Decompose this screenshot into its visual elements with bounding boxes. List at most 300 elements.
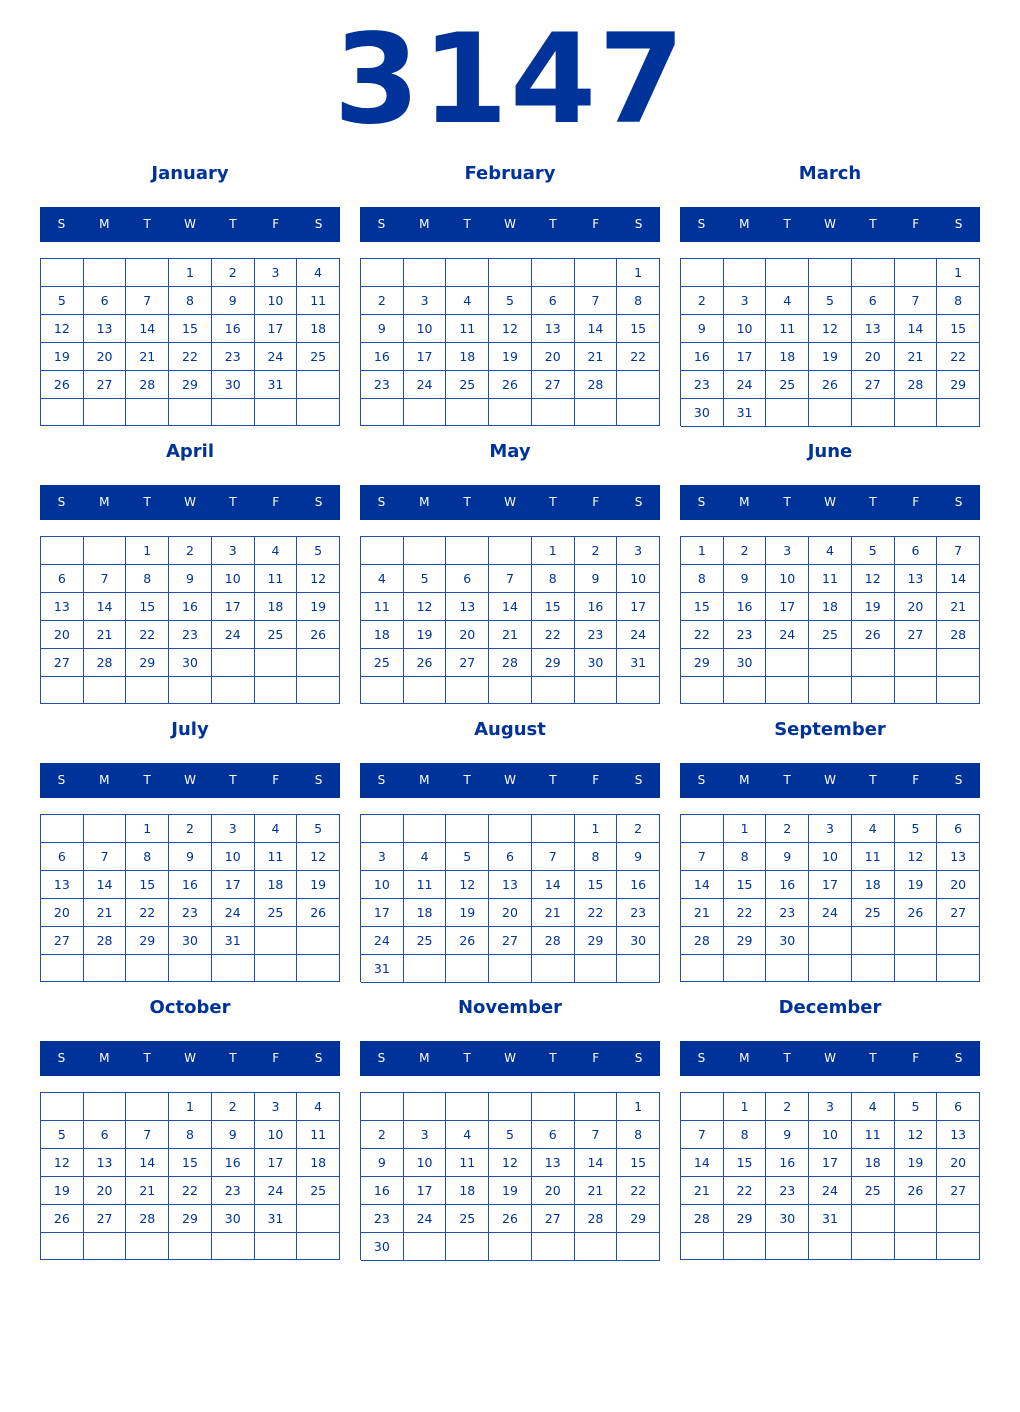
day-cell: 4 bbox=[766, 287, 809, 315]
day-cell: 27 bbox=[84, 1205, 127, 1233]
weekday-label: M bbox=[419, 495, 430, 509]
day-cell: 26 bbox=[852, 621, 895, 649]
weekday-label: W bbox=[184, 773, 196, 787]
day-cell: 29 bbox=[724, 1205, 767, 1233]
empty-cell bbox=[489, 537, 532, 565]
day-cell: 14 bbox=[84, 871, 127, 899]
weekday-label: S bbox=[57, 1051, 66, 1065]
day-cell: 21 bbox=[575, 1177, 618, 1205]
empty-cell bbox=[809, 399, 852, 427]
empty-cell bbox=[895, 677, 938, 704]
month-august bbox=[360, 706, 660, 984]
day-cell: 22 bbox=[575, 899, 618, 927]
weekday-label: F bbox=[272, 217, 280, 231]
day-cell: 5 bbox=[297, 815, 340, 843]
day-cell: 17 bbox=[361, 899, 404, 927]
month-name: April bbox=[165, 441, 215, 462]
weekday-label: T bbox=[143, 1051, 151, 1065]
weekday-label: F bbox=[592, 217, 600, 231]
empty-cell bbox=[212, 955, 255, 982]
day-cell: 14 bbox=[681, 1149, 724, 1177]
day-cell: 13 bbox=[937, 1121, 980, 1149]
month-september bbox=[680, 706, 980, 984]
day-cell: 16 bbox=[361, 343, 404, 371]
day-cell: 4 bbox=[361, 565, 404, 593]
month-february bbox=[360, 150, 660, 428]
empty-cell bbox=[575, 399, 618, 426]
day-cell: 7 bbox=[532, 843, 575, 871]
day-cell: 15 bbox=[617, 1149, 660, 1177]
weekday-label: M bbox=[99, 773, 110, 787]
empty-cell bbox=[852, 399, 895, 427]
day-cell: 24 bbox=[255, 1177, 298, 1205]
day-cell: 14 bbox=[84, 593, 127, 621]
empty-cell bbox=[575, 955, 618, 983]
day-cell: 2 bbox=[617, 815, 660, 843]
day-cell: 26 bbox=[446, 927, 489, 955]
empty-cell bbox=[41, 399, 84, 426]
empty-cell bbox=[895, 1205, 938, 1233]
day-cell: 26 bbox=[489, 1205, 532, 1233]
weekday-label: S bbox=[57, 495, 66, 509]
empty-cell bbox=[937, 1233, 980, 1260]
empty-cell bbox=[809, 955, 852, 982]
weekday-header bbox=[360, 207, 660, 242]
day-cell: 27 bbox=[937, 1177, 980, 1205]
weekday-label: M bbox=[99, 495, 110, 509]
day-grid bbox=[360, 814, 660, 982]
day-cell: 19 bbox=[41, 343, 84, 371]
day-cell: 22 bbox=[724, 1177, 767, 1205]
empty-cell bbox=[84, 537, 127, 565]
day-cell: 4 bbox=[446, 1121, 489, 1149]
day-cell: 12 bbox=[297, 565, 340, 593]
day-cell: 29 bbox=[575, 927, 618, 955]
day-cell: 27 bbox=[532, 1205, 575, 1233]
day-cell: 5 bbox=[41, 1121, 84, 1149]
day-cell: 12 bbox=[489, 1149, 532, 1177]
day-cell: 29 bbox=[937, 371, 980, 399]
empty-cell bbox=[532, 955, 575, 983]
day-cell: 19 bbox=[489, 1177, 532, 1205]
day-cell: 12 bbox=[297, 843, 340, 871]
weekday-label: T bbox=[549, 217, 557, 231]
day-cell: 13 bbox=[937, 843, 980, 871]
weekday-label: F bbox=[592, 773, 600, 787]
empty-cell bbox=[41, 1093, 84, 1121]
day-cell: 3 bbox=[809, 815, 852, 843]
empty-cell bbox=[809, 1233, 852, 1260]
month-name: June bbox=[807, 441, 853, 462]
weekday-label: T bbox=[783, 773, 791, 787]
day-grid bbox=[680, 258, 980, 426]
day-cell: 4 bbox=[297, 1093, 340, 1121]
empty-cell bbox=[404, 815, 447, 843]
day-cell: 3 bbox=[404, 1121, 447, 1149]
day-cell: 23 bbox=[212, 1177, 255, 1205]
empty-cell bbox=[852, 259, 895, 287]
day-cell: 4 bbox=[852, 815, 895, 843]
day-cell: 18 bbox=[404, 899, 447, 927]
weekday-label: T bbox=[229, 495, 237, 509]
weekday-label: T bbox=[869, 1051, 877, 1065]
day-cell: 8 bbox=[575, 843, 618, 871]
weekday-label: S bbox=[377, 773, 386, 787]
day-cell: 21 bbox=[937, 593, 980, 621]
day-cell: 12 bbox=[446, 871, 489, 899]
empty-cell bbox=[681, 677, 724, 704]
empty-cell bbox=[41, 1233, 84, 1260]
day-cell: 27 bbox=[937, 899, 980, 927]
day-cell: 19 bbox=[297, 593, 340, 621]
day-cell: 17 bbox=[404, 1177, 447, 1205]
weekday-label: S bbox=[697, 773, 706, 787]
day-cell: 1 bbox=[724, 1093, 767, 1121]
day-cell: 18 bbox=[361, 621, 404, 649]
day-cell: 15 bbox=[575, 871, 618, 899]
day-cell: 15 bbox=[617, 315, 660, 343]
weekday-label: F bbox=[272, 1051, 280, 1065]
empty-cell bbox=[532, 399, 575, 426]
day-cell: 22 bbox=[681, 621, 724, 649]
day-cell: 25 bbox=[404, 927, 447, 955]
day-cell: 28 bbox=[84, 649, 127, 677]
day-cell: 8 bbox=[724, 1121, 767, 1149]
day-cell: 3 bbox=[766, 537, 809, 565]
day-cell: 25 bbox=[255, 621, 298, 649]
empty-cell bbox=[41, 955, 84, 982]
day-cell: 23 bbox=[575, 621, 618, 649]
month-march bbox=[680, 150, 980, 428]
empty-cell bbox=[532, 815, 575, 843]
day-cell: 19 bbox=[895, 871, 938, 899]
weekday-label: S bbox=[697, 1051, 706, 1065]
empty-cell bbox=[937, 649, 980, 677]
weekday-label: T bbox=[229, 773, 237, 787]
weekday-label: W bbox=[504, 773, 516, 787]
day-cell: 22 bbox=[126, 621, 169, 649]
weekday-label: F bbox=[912, 495, 920, 509]
day-grid bbox=[360, 536, 660, 704]
day-cell: 1 bbox=[617, 1093, 660, 1121]
day-cell: 15 bbox=[126, 593, 169, 621]
day-cell: 29 bbox=[126, 927, 169, 955]
empty-cell bbox=[297, 649, 340, 677]
empty-cell bbox=[766, 955, 809, 982]
weekday-label: M bbox=[739, 1051, 750, 1065]
empty-cell bbox=[126, 1093, 169, 1121]
day-cell: 6 bbox=[532, 1121, 575, 1149]
empty-cell bbox=[617, 371, 660, 399]
day-cell: 23 bbox=[212, 343, 255, 371]
empty-cell bbox=[126, 399, 169, 426]
empty-cell bbox=[766, 399, 809, 427]
day-cell: 18 bbox=[255, 593, 298, 621]
day-cell: 7 bbox=[681, 1121, 724, 1149]
day-cell: 6 bbox=[895, 537, 938, 565]
weekday-label: T bbox=[549, 495, 557, 509]
empty-cell bbox=[446, 815, 489, 843]
day-cell: 6 bbox=[937, 1093, 980, 1121]
day-cell: 28 bbox=[937, 621, 980, 649]
day-cell: 24 bbox=[361, 927, 404, 955]
empty-cell bbox=[724, 259, 767, 287]
empty-cell bbox=[617, 955, 660, 983]
weekday-header bbox=[680, 1041, 980, 1076]
day-cell: 15 bbox=[126, 871, 169, 899]
day-cell: 31 bbox=[212, 927, 255, 955]
weekday-label: T bbox=[869, 217, 877, 231]
day-cell: 20 bbox=[852, 343, 895, 371]
empty-cell bbox=[852, 1205, 895, 1233]
empty-cell bbox=[617, 399, 660, 426]
day-cell: 15 bbox=[169, 315, 212, 343]
month-name: July bbox=[171, 719, 209, 740]
empty-cell bbox=[297, 955, 340, 982]
day-cell: 28 bbox=[575, 1205, 618, 1233]
day-cell: 5 bbox=[895, 815, 938, 843]
day-cell: 30 bbox=[169, 927, 212, 955]
month-november bbox=[360, 984, 660, 1262]
day-cell: 7 bbox=[575, 1121, 618, 1149]
day-cell: 19 bbox=[41, 1177, 84, 1205]
day-grid bbox=[40, 814, 340, 982]
day-cell: 11 bbox=[404, 871, 447, 899]
empty-cell bbox=[937, 927, 980, 955]
day-cell: 24 bbox=[255, 343, 298, 371]
day-cell: 25 bbox=[446, 1205, 489, 1233]
day-cell: 27 bbox=[532, 371, 575, 399]
weekday-label: S bbox=[314, 1051, 323, 1065]
empty-cell bbox=[255, 399, 298, 426]
empty-cell bbox=[41, 815, 84, 843]
day-cell: 20 bbox=[895, 593, 938, 621]
day-grid bbox=[40, 1092, 340, 1260]
day-cell: 22 bbox=[532, 621, 575, 649]
day-cell: 26 bbox=[809, 371, 852, 399]
day-cell: 13 bbox=[84, 315, 127, 343]
weekday-label: W bbox=[824, 773, 836, 787]
day-cell: 10 bbox=[809, 843, 852, 871]
day-cell: 4 bbox=[446, 287, 489, 315]
day-cell: 19 bbox=[446, 899, 489, 927]
day-cell: 17 bbox=[255, 315, 298, 343]
month-june bbox=[680, 428, 980, 706]
empty-cell bbox=[617, 1233, 660, 1261]
day-cell: 3 bbox=[617, 537, 660, 565]
day-cell: 29 bbox=[126, 649, 169, 677]
day-cell: 1 bbox=[575, 815, 618, 843]
month-april bbox=[40, 428, 340, 706]
day-cell: 20 bbox=[937, 1149, 980, 1177]
empty-cell bbox=[446, 537, 489, 565]
day-cell: 12 bbox=[41, 315, 84, 343]
day-cell: 30 bbox=[766, 927, 809, 955]
day-cell: 27 bbox=[895, 621, 938, 649]
day-cell: 5 bbox=[446, 843, 489, 871]
day-cell: 27 bbox=[84, 371, 127, 399]
empty-cell bbox=[681, 259, 724, 287]
day-cell: 6 bbox=[489, 843, 532, 871]
day-cell: 17 bbox=[809, 1149, 852, 1177]
day-grid bbox=[360, 258, 660, 426]
day-cell: 27 bbox=[41, 649, 84, 677]
weekday-label: T bbox=[143, 217, 151, 231]
day-cell: 16 bbox=[766, 871, 809, 899]
day-cell: 11 bbox=[766, 315, 809, 343]
day-cell: 21 bbox=[489, 621, 532, 649]
day-cell: 13 bbox=[41, 593, 84, 621]
weekday-header bbox=[40, 763, 340, 798]
day-cell: 16 bbox=[766, 1149, 809, 1177]
month-name: January bbox=[151, 163, 229, 184]
day-cell: 2 bbox=[212, 1093, 255, 1121]
day-cell: 24 bbox=[404, 1205, 447, 1233]
month-july bbox=[40, 706, 340, 984]
day-cell: 15 bbox=[937, 315, 980, 343]
day-cell: 22 bbox=[169, 343, 212, 371]
day-cell: 4 bbox=[255, 537, 298, 565]
day-cell: 24 bbox=[212, 899, 255, 927]
day-cell: 30 bbox=[212, 1205, 255, 1233]
weekday-label: S bbox=[954, 217, 963, 231]
empty-cell bbox=[895, 1233, 938, 1260]
day-cell: 20 bbox=[84, 343, 127, 371]
day-cell: 9 bbox=[681, 315, 724, 343]
day-cell: 4 bbox=[852, 1093, 895, 1121]
empty-cell bbox=[126, 955, 169, 982]
empty-cell bbox=[255, 649, 298, 677]
empty-cell bbox=[404, 677, 447, 704]
day-cell: 24 bbox=[766, 621, 809, 649]
day-cell: 1 bbox=[169, 1093, 212, 1121]
day-cell: 17 bbox=[809, 871, 852, 899]
weekday-label: S bbox=[377, 495, 386, 509]
empty-cell bbox=[532, 1093, 575, 1121]
day-cell: 27 bbox=[446, 649, 489, 677]
day-cell: 14 bbox=[937, 565, 980, 593]
day-cell: 27 bbox=[852, 371, 895, 399]
day-cell: 23 bbox=[361, 371, 404, 399]
empty-cell bbox=[937, 1205, 980, 1233]
day-cell: 14 bbox=[126, 1149, 169, 1177]
day-cell: 5 bbox=[297, 537, 340, 565]
day-cell: 18 bbox=[297, 315, 340, 343]
day-cell: 14 bbox=[575, 315, 618, 343]
empty-cell bbox=[169, 677, 212, 704]
day-cell: 12 bbox=[852, 565, 895, 593]
empty-cell bbox=[446, 1093, 489, 1121]
day-cell: 31 bbox=[617, 649, 660, 677]
day-cell: 21 bbox=[126, 343, 169, 371]
empty-cell bbox=[852, 927, 895, 955]
empty-cell bbox=[84, 1233, 127, 1260]
empty-cell bbox=[404, 259, 447, 287]
day-cell: 7 bbox=[681, 843, 724, 871]
day-cell: 17 bbox=[404, 343, 447, 371]
day-cell: 10 bbox=[255, 287, 298, 315]
empty-cell bbox=[489, 677, 532, 704]
day-cell: 18 bbox=[255, 871, 298, 899]
day-cell: 11 bbox=[297, 287, 340, 315]
day-cell: 21 bbox=[84, 899, 127, 927]
day-cell: 11 bbox=[852, 1121, 895, 1149]
day-cell: 10 bbox=[617, 565, 660, 593]
day-cell: 23 bbox=[766, 1177, 809, 1205]
day-cell: 18 bbox=[297, 1149, 340, 1177]
day-cell: 6 bbox=[937, 815, 980, 843]
empty-cell bbox=[404, 1233, 447, 1261]
month-january bbox=[40, 150, 340, 428]
day-cell: 8 bbox=[532, 565, 575, 593]
day-cell: 28 bbox=[84, 927, 127, 955]
day-cell: 11 bbox=[255, 843, 298, 871]
day-cell: 9 bbox=[361, 1149, 404, 1177]
empty-cell bbox=[489, 399, 532, 426]
month-name: March bbox=[798, 163, 862, 184]
empty-cell bbox=[489, 815, 532, 843]
empty-cell bbox=[937, 955, 980, 982]
day-grid bbox=[680, 536, 980, 704]
weekday-label: W bbox=[184, 495, 196, 509]
day-cell: 6 bbox=[852, 287, 895, 315]
day-cell: 3 bbox=[255, 1093, 298, 1121]
day-cell: 4 bbox=[297, 259, 340, 287]
day-cell: 15 bbox=[724, 1149, 767, 1177]
day-cell: 2 bbox=[212, 259, 255, 287]
weekday-label: S bbox=[634, 495, 643, 509]
empty-cell bbox=[404, 1093, 447, 1121]
empty-cell bbox=[681, 815, 724, 843]
weekday-label: S bbox=[377, 217, 386, 231]
day-cell: 20 bbox=[446, 621, 489, 649]
day-cell: 31 bbox=[809, 1205, 852, 1233]
day-cell: 26 bbox=[489, 371, 532, 399]
day-cell: 30 bbox=[169, 649, 212, 677]
day-cell: 9 bbox=[766, 1121, 809, 1149]
day-cell: 16 bbox=[169, 593, 212, 621]
day-cell: 11 bbox=[255, 565, 298, 593]
day-cell: 10 bbox=[809, 1121, 852, 1149]
day-cell: 17 bbox=[617, 593, 660, 621]
empty-cell bbox=[809, 677, 852, 704]
empty-cell bbox=[724, 1233, 767, 1260]
empty-cell bbox=[169, 399, 212, 426]
weekday-label: M bbox=[99, 1051, 110, 1065]
weekday-label: S bbox=[314, 495, 323, 509]
weekday-label: W bbox=[184, 1051, 196, 1065]
day-cell: 11 bbox=[809, 565, 852, 593]
day-cell: 17 bbox=[255, 1149, 298, 1177]
day-cell: 17 bbox=[212, 593, 255, 621]
empty-cell bbox=[489, 955, 532, 983]
day-cell: 8 bbox=[724, 843, 767, 871]
day-cell: 7 bbox=[575, 287, 618, 315]
day-cell: 23 bbox=[617, 899, 660, 927]
day-cell: 12 bbox=[489, 315, 532, 343]
day-cell: 25 bbox=[766, 371, 809, 399]
day-cell: 18 bbox=[852, 871, 895, 899]
day-cell: 14 bbox=[489, 593, 532, 621]
weekday-label: S bbox=[697, 217, 706, 231]
day-cell: 1 bbox=[617, 259, 660, 287]
empty-cell bbox=[681, 1093, 724, 1121]
day-cell: 24 bbox=[404, 371, 447, 399]
day-cell: 8 bbox=[169, 287, 212, 315]
day-cell: 1 bbox=[937, 259, 980, 287]
empty-cell bbox=[361, 259, 404, 287]
day-cell: 2 bbox=[724, 537, 767, 565]
